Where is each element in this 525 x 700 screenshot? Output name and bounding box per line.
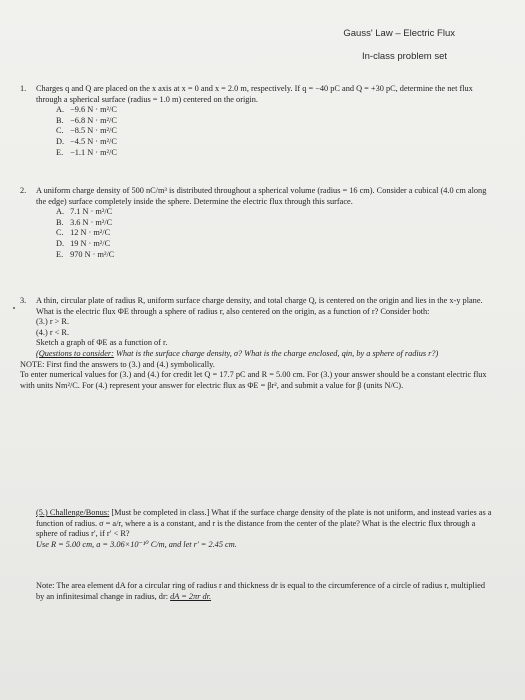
case-4: (4.) r < R. [36, 327, 70, 337]
answer-option: D. −4.5 N · m²/C [56, 136, 117, 146]
case-3: (3.) r > R. [36, 317, 70, 327]
bonus-values: Use R = 5.00 cm, a = 3.06×10⁻¹⁰ C/m, and let r′ = 2.45 cm. [36, 539, 237, 549]
area-element-note: Note: The area element dA for a circular ring of radius r and thickness dr is equal to the circumference of a circle of radius r, multiplied by an infinitesimal change in radius, dr: dA = 2πr dr. [36, 581, 485, 601]
question-2 [20, 186, 490, 260]
question-text: Charges q and Q are placed on the x axis at x = 0 and x = 2.0 m, respectively. If q = −40 pC and Q = +30 pC, determine the net flux through a spherical surface (radius = 1.0 m) centered on the origin. [36, 84, 473, 104]
sketch-instruction: Sketch a graph of ΦE as a function of r. [36, 338, 168, 348]
answer-option: C. 12 N · m²/C [56, 228, 111, 238]
answer-options [56, 105, 490, 158]
question-number: 3. [20, 296, 27, 305]
answer-option: B. 3.6 N · m²/C [56, 217, 113, 227]
page-subtitle: In-class problem set [361, 51, 447, 62]
numeric-instructions: To enter numerical values for (3.) and (4.) for credit let Q = 17.7 pC and R = 5.00 cm. For (3.) your answer should be a constant electric flux with units Nm²/C. For (4.) represent your answer for electric flux as ΦE = βr², and submit a value for β (units N/C). [20, 370, 487, 390]
question-text: A thin, circular plate of radius R, uniform surface charge density, and total charge Q, is centered on the origin and lies in the x-y plane. What is the electric flux ΦE through a sphere of radius r, also centered on the origin, as a function of r? Consider both: [36, 296, 483, 316]
answer-option: B. −6.8 N · m²/C [56, 115, 117, 125]
bonus-text: (5.) Challenge/Bonus: [Must be completed in class.] What if the surface charge density of the plate is not uniform, and instead varies as a function of radius. σ = a/r, where a is a constant, and r is the distance from the center of the plate? What is the electric flux through a sphere of radius r′, if r′ < R? [36, 508, 492, 539]
margin-mark [13, 307, 15, 309]
answer-option: A. −9.6 N · m²/C [56, 105, 117, 115]
questions-to-consider: (Questions to consider: What is the surface charge density, σ? What is the charge enclosed, qin, by a sphere of radius r?) [36, 348, 439, 358]
answer-option: C. −8.5 N · m²/C [56, 126, 117, 136]
area-formula: dA = 2πr dr. [170, 591, 212, 601]
answer-option: E. −1.1 N · m²/C [56, 147, 117, 157]
answer-option: D. 19 N · m²/C [56, 238, 111, 248]
question-number: 2. [20, 186, 27, 195]
answer-options [56, 207, 490, 260]
question-5-bonus [36, 508, 494, 550]
note-symbolic: NOTE: First find the answers to (3.) and (4.) symbolically. [20, 359, 215, 369]
answer-option: A. 7.1 N · m²/C [56, 207, 113, 217]
question-3 [20, 296, 490, 391]
answer-option: E. 970 N · m²/C [56, 249, 115, 259]
question-1 [20, 84, 490, 158]
question-text: A uniform charge density of 500 nC/m³ is distributed throughout a spherical volume (radius = 16 cm). Consider a cubical (4.0 cm along the edge) surface completely inside the sphere. Determine the electric flux through this surface. [36, 186, 487, 206]
page-title: Gauss' Law – Electric Flux [343, 28, 455, 39]
question-number: 1. [20, 84, 27, 93]
